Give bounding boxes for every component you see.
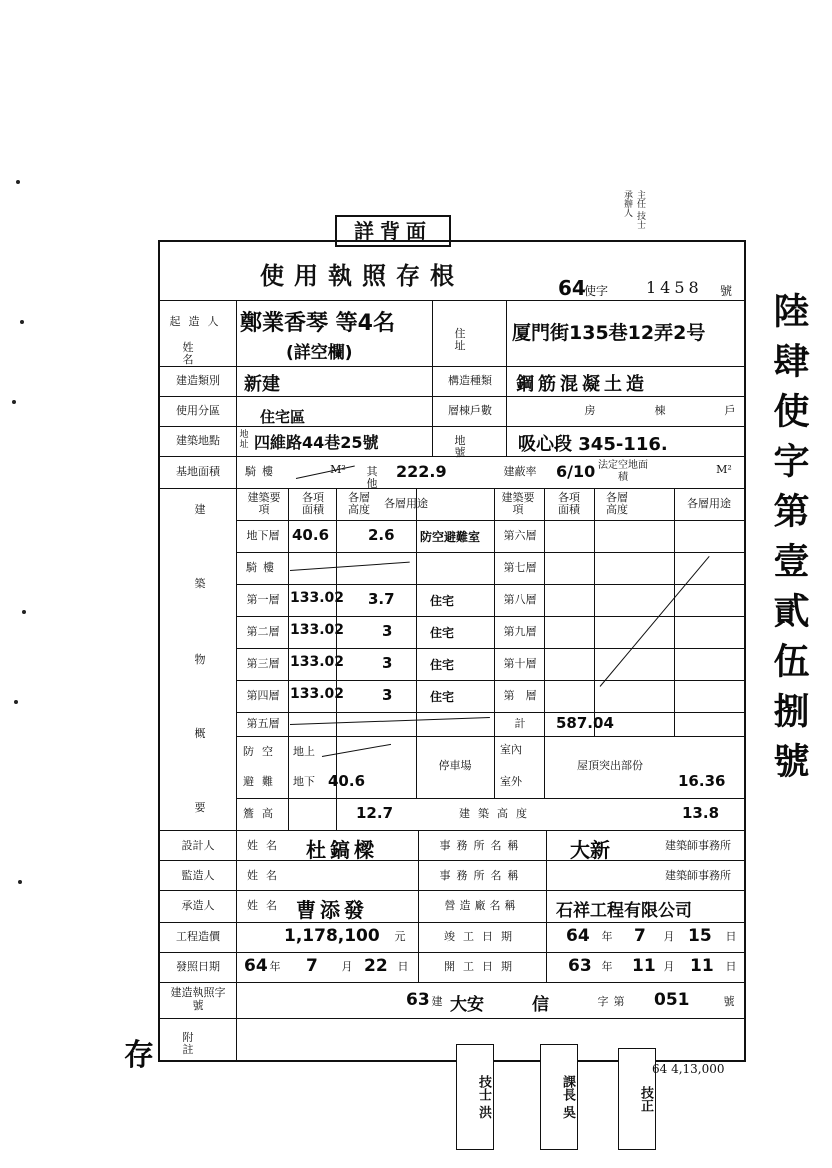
eaves-label: 簷高 bbox=[243, 807, 281, 820]
scan-speck bbox=[20, 320, 24, 324]
right-margin-annotation: 陸肆使字第壹貳伍捌號 bbox=[768, 292, 809, 792]
floor-3-label: 第三層 bbox=[246, 657, 280, 670]
floor-9-label: 第九層 bbox=[503, 625, 537, 638]
start-day: 11 bbox=[690, 956, 714, 976]
floor-arcade-label: 騎樓 bbox=[246, 561, 280, 574]
contractor-firm-label: 營造廠名稱 bbox=[444, 899, 520, 912]
col-items-header-2: 建築要項 bbox=[501, 491, 535, 516]
floor-8-label: 第八層 bbox=[503, 593, 537, 606]
permit-no-jian: 建 bbox=[431, 995, 443, 1008]
stamp-engineer: 技正 bbox=[618, 1048, 656, 1150]
structure-type-label: 構造種類 bbox=[448, 374, 492, 387]
building-overview-label-5: 要 bbox=[194, 801, 206, 814]
below-ground-area: 40.6 bbox=[328, 772, 366, 790]
site-location-label: 建築地點 bbox=[176, 434, 220, 447]
designer-office-suffix: 建築師事務所 bbox=[665, 839, 731, 852]
other-label: 其他 bbox=[366, 465, 384, 490]
above-ground-label: 地上 bbox=[293, 745, 315, 758]
issue-day: 22 bbox=[364, 956, 388, 976]
floor-2-label: 第二層 bbox=[246, 625, 280, 638]
designer-name-label: 姓名 bbox=[247, 839, 285, 852]
shelter-label-2: 避難 bbox=[243, 775, 281, 788]
start-date-label: 開工日期 bbox=[444, 960, 520, 973]
total-area-value: 587.04 bbox=[556, 714, 614, 732]
supervisor-name-label: 姓名 bbox=[247, 869, 285, 882]
completion-label: 竣工日期 bbox=[444, 930, 520, 943]
outdoor-label: 室外 bbox=[500, 775, 522, 788]
floor-1-area: 133.02 bbox=[290, 590, 345, 606]
arcade-label: 騎樓 bbox=[245, 465, 279, 478]
floors-units-label: 層棟戶數 bbox=[448, 404, 492, 417]
legal-open-space-unit: M² bbox=[716, 463, 732, 476]
issue-year: 64 bbox=[244, 956, 268, 976]
usage-permit-stub-form bbox=[158, 240, 746, 1062]
scan-speck bbox=[12, 400, 16, 404]
cost-label: 工程造價 bbox=[176, 930, 220, 943]
site-lot-value: 吸心段 345-116. bbox=[518, 434, 668, 455]
floor-2-area: 133.02 bbox=[290, 622, 345, 638]
col-height-header-2: 各層高度 bbox=[606, 491, 628, 516]
building-unit: 棟 bbox=[654, 404, 666, 417]
use-zone-value: 住宅區 bbox=[260, 408, 306, 426]
start-month-unit: 月 bbox=[663, 960, 675, 973]
completion-year: 64 bbox=[566, 926, 590, 946]
floor-7-label: 第七層 bbox=[503, 561, 537, 574]
detail-back-tag: 詳背面 bbox=[335, 215, 451, 247]
structure-type-value: 鋼筋混凝土造 bbox=[516, 374, 648, 395]
coverage-label: 建蔽率 bbox=[503, 465, 537, 478]
floor-6-label: 第六層 bbox=[503, 529, 537, 542]
floor-1-label: 第一層 bbox=[246, 593, 280, 606]
shelter-label-1: 防空 bbox=[243, 745, 281, 758]
site-address-value: 四維路44巷25號 bbox=[254, 433, 379, 452]
arcade-area-unit: M² bbox=[330, 463, 346, 476]
top-right-note: 主任 技士 承辦人 bbox=[622, 190, 645, 229]
eaves-value: 12.7 bbox=[356, 804, 394, 822]
contractor-name-label: 姓名 bbox=[247, 899, 285, 912]
roof-projection-label: 屋頂突出部份 bbox=[577, 759, 643, 772]
roof-projection-area: 16.36 bbox=[678, 772, 726, 790]
floor-1-use: 住宅 bbox=[430, 594, 455, 608]
floor-4-area: 133.02 bbox=[290, 686, 345, 702]
applicant-name-label: 姓名 bbox=[182, 341, 214, 366]
floor-b1-height: 2.6 bbox=[368, 526, 395, 544]
designer-office-label: 事務所名稱 bbox=[439, 839, 525, 852]
issue-date-label: 發照日期 bbox=[176, 960, 220, 973]
completion-year-unit: 年 bbox=[601, 930, 613, 943]
floor-3-area: 133.02 bbox=[290, 654, 345, 670]
floor-b1-area: 40.6 bbox=[292, 526, 330, 544]
building-type-label: 建造類別 bbox=[176, 374, 220, 387]
below-ground-label: 地下 bbox=[293, 775, 315, 788]
stamp-technician: 技士 洪 bbox=[456, 1044, 494, 1150]
building-overview-label-2: 築 bbox=[194, 577, 206, 590]
applicant-name-note: (詳空欄) bbox=[286, 343, 353, 363]
floor-3-height: 3 bbox=[382, 654, 393, 672]
left-margin-mark: 存 bbox=[124, 1038, 154, 1073]
building-overview-label-4: 概 bbox=[194, 727, 206, 740]
permit-no-di: 第 bbox=[613, 995, 625, 1008]
building-overview-label-1: 建 bbox=[194, 503, 206, 516]
coverage-value: 6/10 bbox=[556, 462, 596, 481]
issue-month: 7 bbox=[306, 956, 318, 976]
address-label: 住址 bbox=[454, 327, 486, 352]
floor-10-label: 第十層 bbox=[503, 657, 537, 670]
bottom-print-code: 64 4,13,000 bbox=[652, 1062, 725, 1076]
supervisor-office-suffix: 建築師事務所 bbox=[665, 869, 731, 882]
form-title: 使用執照存根 bbox=[260, 261, 464, 290]
floor-5-label: 第五層 bbox=[246, 717, 280, 730]
contractor-label: 承造人 bbox=[181, 899, 215, 912]
col-items-header: 建築要項 bbox=[247, 491, 281, 516]
cost-value: 1,178,100 bbox=[284, 926, 380, 946]
floor-n-label: 第 層 bbox=[503, 689, 537, 702]
floor-2-use: 住宅 bbox=[430, 626, 455, 640]
cost-unit: 元 bbox=[394, 930, 406, 943]
building-height-label: 建築高度 bbox=[459, 807, 535, 820]
floor-1-height: 3.7 bbox=[368, 590, 395, 608]
designer-label: 設計人 bbox=[181, 839, 215, 852]
completion-day: 15 bbox=[688, 926, 712, 946]
use-zone-label: 使用分區 bbox=[176, 404, 220, 417]
start-day-unit: 日 bbox=[725, 960, 737, 973]
start-month: 11 bbox=[632, 956, 656, 976]
permit-no-label: 建造執照字號 bbox=[170, 986, 226, 1012]
start-year-unit: 年 bbox=[601, 960, 613, 973]
floor-4-height: 3 bbox=[382, 686, 393, 704]
household-unit: 戶 bbox=[724, 404, 736, 417]
permit-no-district: 大安 bbox=[450, 995, 484, 1015]
scan-speck bbox=[22, 610, 26, 614]
building-height-value: 13.8 bbox=[682, 804, 720, 822]
permit-no-hao: 號 bbox=[723, 995, 735, 1008]
base-area-label: 基地面積 bbox=[176, 465, 220, 478]
supervisor-office-label: 事務所名稱 bbox=[439, 869, 525, 882]
address-value: 厦門街135巷12弄2号 bbox=[512, 322, 706, 344]
building-overview-label-3: 物 bbox=[194, 653, 206, 666]
indoor-label: 室內 bbox=[500, 743, 522, 756]
applicant-name-value: 鄭業香琴 等4名 bbox=[240, 311, 395, 336]
floor-2-height: 3 bbox=[382, 622, 393, 640]
applicant-label: 起造人 bbox=[169, 315, 227, 328]
site-lot-label: 地號 bbox=[454, 434, 486, 459]
permit-no-zi: 字 bbox=[597, 995, 609, 1008]
contractor-name-value: 曹添發 bbox=[296, 898, 368, 922]
issue-year-unit: 年 bbox=[269, 960, 281, 973]
permit-word: 使字 bbox=[584, 284, 609, 298]
parking-label: 停車場 bbox=[438, 759, 472, 772]
permit-no-year: 63 bbox=[406, 990, 430, 1010]
designer-office-value: 大新 bbox=[570, 838, 610, 862]
permit-number: 1458 bbox=[646, 278, 703, 297]
permit-no-type: 信 bbox=[532, 995, 549, 1015]
col-height-header: 各層高度 bbox=[348, 491, 370, 516]
remarks-label: 附註 bbox=[182, 1031, 214, 1056]
house-unit: 房 bbox=[584, 404, 596, 417]
supervisor-label: 監造人 bbox=[181, 869, 215, 882]
floor-4-use: 住宅 bbox=[430, 690, 455, 704]
site-address-small-label: 地址 bbox=[239, 430, 249, 450]
floor-b1-use: 防空避難室 bbox=[420, 530, 481, 544]
scan-speck bbox=[16, 180, 20, 184]
col-use-header-2: 各層用途 bbox=[687, 497, 731, 510]
col-area-header: 各項面積 bbox=[302, 491, 324, 516]
floor-4-label: 第四層 bbox=[246, 689, 280, 702]
building-type-value: 新建 bbox=[244, 374, 280, 395]
floor-b1-label: 地下層 bbox=[246, 529, 280, 542]
col-use-header: 各層用途 bbox=[384, 497, 428, 510]
legal-open-space-label: 法定空地面積 bbox=[598, 460, 648, 483]
completion-month-unit: 月 bbox=[663, 930, 675, 943]
completion-month: 7 bbox=[634, 926, 646, 946]
completion-day-unit: 日 bbox=[725, 930, 737, 943]
permit-no-number: 051 bbox=[654, 990, 690, 1010]
floor-3-use: 住宅 bbox=[430, 658, 455, 672]
scan-speck bbox=[14, 700, 18, 704]
issue-day-unit: 日 bbox=[397, 960, 409, 973]
start-year: 63 bbox=[568, 956, 592, 976]
total-label: 計 bbox=[514, 717, 526, 730]
issue-month-unit: 月 bbox=[341, 960, 353, 973]
col-area-header-2: 各項面積 bbox=[558, 491, 580, 516]
stamp-section-chief: 課長 吳 bbox=[540, 1044, 578, 1150]
other-area-value: 222.9 bbox=[396, 462, 447, 481]
designer-name-value: 杜鎬樑 bbox=[306, 838, 378, 862]
contractor-firm-value: 石祥工程有限公司 bbox=[556, 901, 692, 921]
scan-speck bbox=[18, 880, 22, 884]
permit-prefix: 64 bbox=[558, 276, 586, 300]
permit-suffix: 號 bbox=[720, 284, 733, 298]
